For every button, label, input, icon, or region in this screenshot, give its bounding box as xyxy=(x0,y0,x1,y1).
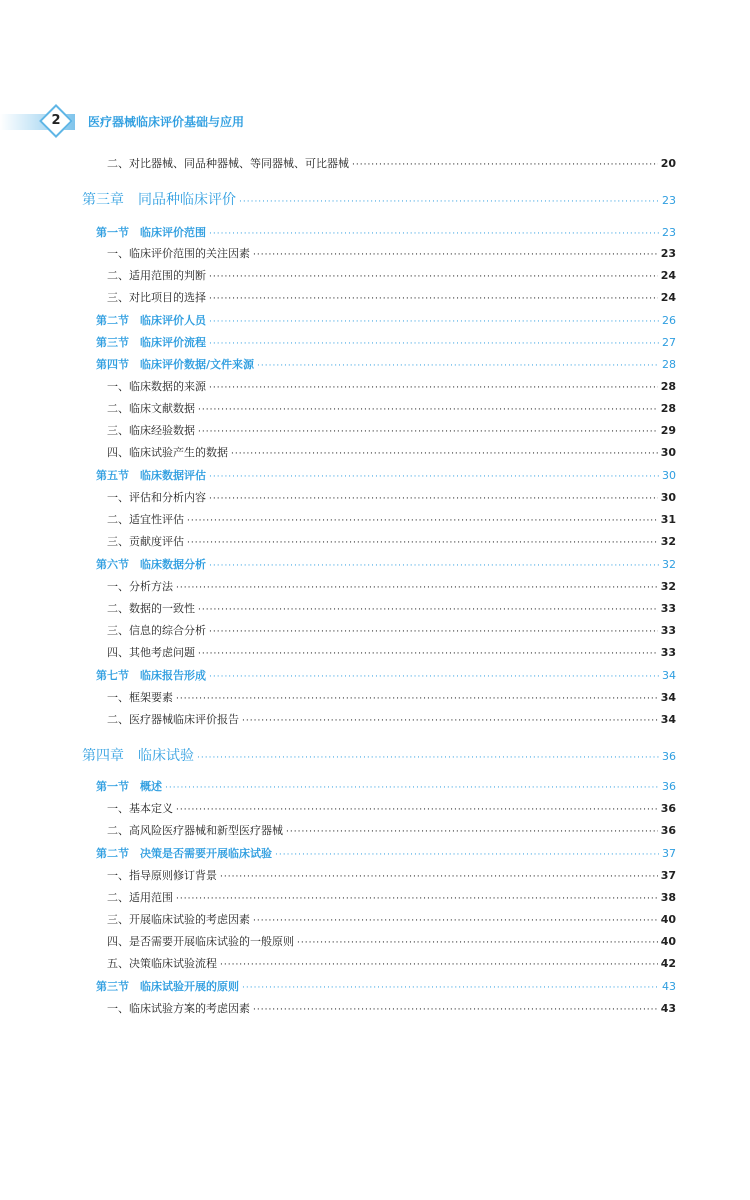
toc-entry-page: 36 xyxy=(660,802,676,815)
toc-entry-title: 四、是否需要开展临床试验的一般原则 xyxy=(107,935,294,948)
toc-entry-page: 42 xyxy=(660,957,676,970)
toc-entry-page: 37 xyxy=(660,869,676,882)
toc-dot-leader xyxy=(220,960,658,970)
toc-entry-page: 31 xyxy=(660,513,676,526)
toc-entry-title: 二、适用范围 xyxy=(107,891,173,904)
toc-entry-title: 第三章 同品种临床评价 xyxy=(82,192,236,208)
toc-dot-leader xyxy=(209,561,659,571)
toc-section-entry[interactable] xyxy=(96,778,676,794)
toc-dot-leader xyxy=(253,250,658,260)
toc-chapter-entry[interactable] xyxy=(82,745,676,765)
toc-entry-title: 第四章 临床试验 xyxy=(82,748,194,764)
toc-entry-title: 二、适用范围的判断 xyxy=(107,269,206,282)
toc-entry-title: 第三节 临床评价流程 xyxy=(96,336,206,349)
toc-item-entry[interactable] xyxy=(107,578,676,594)
toc-entry-title: 三、对比项目的选择 xyxy=(107,291,206,304)
toc-entry-page: 36 xyxy=(662,750,676,763)
page-number: 2 xyxy=(51,113,61,128)
toc-section-entry[interactable] xyxy=(96,334,676,350)
toc-entry-page: 23 xyxy=(662,226,676,239)
toc-item-entry[interactable] xyxy=(107,911,676,927)
toc-entry-title: 四、其他考虑问题 xyxy=(107,646,195,659)
toc-dot-leader xyxy=(253,1005,658,1015)
toc-dot-leader xyxy=(209,494,658,504)
toc-entry-title: 三、开展临床试验的考虑因素 xyxy=(107,913,250,926)
toc-entry-page: 33 xyxy=(660,624,676,637)
toc-dot-leader xyxy=(197,753,659,763)
toc-item-entry[interactable] xyxy=(107,800,676,816)
toc-entry-page: 34 xyxy=(662,669,676,682)
toc-item-entry[interactable] xyxy=(107,689,676,705)
toc-dot-leader xyxy=(198,405,658,415)
toc-entry-page: 40 xyxy=(660,913,676,926)
book-title: 医疗器械临床评价基础与应用 xyxy=(88,115,245,129)
toc-entry-title: 第三节 临床试验开展的原则 xyxy=(96,980,239,993)
toc-entry-page: 28 xyxy=(662,358,676,371)
toc-dot-leader xyxy=(242,716,658,726)
toc-item-entry[interactable] xyxy=(107,267,676,283)
toc-dot-leader xyxy=(187,516,658,526)
toc-dot-leader xyxy=(209,229,659,239)
toc-entry-page: 29 xyxy=(660,424,676,437)
toc-entry-page: 34 xyxy=(660,691,676,704)
toc-entry-page: 36 xyxy=(662,780,676,793)
toc-entry-title: 第二节 决策是否需要开展临床试验 xyxy=(96,847,272,860)
toc-item-entry[interactable] xyxy=(107,600,676,616)
toc-dot-leader xyxy=(198,605,658,615)
toc-item-entry[interactable] xyxy=(107,644,676,660)
toc-dot-leader xyxy=(239,197,659,207)
toc-item-entry[interactable] xyxy=(107,1000,676,1016)
toc-entry-title: 第七节 临床报告形成 xyxy=(96,669,206,682)
toc-dot-leader xyxy=(209,339,659,349)
toc-entry-title: 三、临床经验数据 xyxy=(107,424,195,437)
toc-entry-page: 36 xyxy=(660,824,676,837)
toc-item-entry[interactable] xyxy=(107,955,676,971)
toc-entry-title: 四、临床试验产生的数据 xyxy=(107,446,228,459)
toc-item-entry[interactable] xyxy=(107,400,676,416)
toc-item-entry[interactable] xyxy=(107,822,676,838)
running-header xyxy=(0,108,750,138)
toc-dot-leader xyxy=(187,538,658,548)
toc-dot-leader xyxy=(176,894,658,904)
toc-entry-page: 30 xyxy=(662,469,676,482)
toc-entry-page: 23 xyxy=(662,194,676,207)
toc-entry-title: 一、临床数据的来源 xyxy=(107,380,206,393)
toc-dot-leader xyxy=(352,160,658,170)
toc-entry-title: 第六节 临床数据分析 xyxy=(96,558,206,571)
toc-item-entry[interactable] xyxy=(107,444,676,460)
toc-dot-leader xyxy=(176,805,658,815)
toc-entry-page: 43 xyxy=(660,1002,676,1015)
toc-entry-page: 28 xyxy=(660,402,676,415)
toc-entry-page: 24 xyxy=(660,291,676,304)
toc-entry-page: 26 xyxy=(662,314,676,327)
toc-dot-leader xyxy=(220,872,658,882)
toc-dot-leader xyxy=(231,449,658,459)
toc-dot-leader xyxy=(275,850,659,860)
toc-entry-page: 33 xyxy=(660,646,676,659)
toc-dot-leader xyxy=(297,938,658,948)
toc-section-entry[interactable] xyxy=(96,845,676,861)
toc-entry-page: 32 xyxy=(660,580,676,593)
toc-entry-title: 二、适宜性评估 xyxy=(107,513,184,526)
toc-entry-page: 30 xyxy=(660,446,676,459)
toc-dot-leader xyxy=(209,272,658,282)
toc-entry-page: 33 xyxy=(660,602,676,615)
toc-entry-title: 五、决策临床试验流程 xyxy=(107,957,217,970)
toc-entry-page: 32 xyxy=(662,558,676,571)
toc-item-entry[interactable] xyxy=(107,711,676,727)
toc-entry-page: 34 xyxy=(660,713,676,726)
toc-entry-title: 二、医疗器械临床评价报告 xyxy=(107,713,239,726)
toc-entry-title: 二、数据的一致性 xyxy=(107,602,195,615)
toc-dot-leader xyxy=(209,317,659,327)
toc-section-entry[interactable] xyxy=(96,312,676,328)
toc-item-entry[interactable] xyxy=(107,933,676,949)
toc-dot-leader xyxy=(286,827,658,837)
toc-item-entry[interactable] xyxy=(107,533,676,549)
toc-entry-title: 三、贡献度评估 xyxy=(107,535,184,548)
toc-entry-title: 一、临床试验方案的考虑因素 xyxy=(107,1002,250,1015)
toc-entry-page: 32 xyxy=(660,535,676,548)
toc-section-entry[interactable] xyxy=(96,978,676,994)
toc-entry-page: 23 xyxy=(660,247,676,260)
toc-item-entry[interactable] xyxy=(107,489,676,505)
toc-entry-page: 30 xyxy=(660,491,676,504)
toc-entry-title: 二、高风险医疗器械和新型医疗器械 xyxy=(107,824,283,837)
toc-entry-page: 20 xyxy=(660,157,676,170)
toc-item-entry[interactable] xyxy=(107,245,676,261)
toc-entry-page: 43 xyxy=(662,980,676,993)
toc-entry-page: 24 xyxy=(660,269,676,282)
toc-section-entry[interactable] xyxy=(96,224,676,240)
toc-dot-leader xyxy=(165,783,659,793)
toc-entry-title: 二、临床文献数据 xyxy=(107,402,195,415)
toc-entry-title: 一、评估和分析内容 xyxy=(107,491,206,504)
toc-dot-leader xyxy=(198,427,658,437)
toc-dot-leader xyxy=(176,583,658,593)
toc-dot-leader xyxy=(242,983,659,993)
toc-entry-title: 第五节 临床数据评估 xyxy=(96,469,206,482)
toc-entry-page: 28 xyxy=(660,380,676,393)
toc-entry-title: 一、临床评价范围的关注因素 xyxy=(107,247,250,260)
toc-entry-title: 一、指导原则修订背景 xyxy=(107,869,217,882)
toc-dot-leader xyxy=(253,916,658,926)
toc-entry-page: 40 xyxy=(660,935,676,948)
toc-dot-leader xyxy=(209,472,659,482)
toc-item-entry[interactable] xyxy=(107,378,676,394)
toc-item-entry[interactable] xyxy=(107,289,676,305)
toc-item-entry[interactable] xyxy=(107,622,676,638)
toc-chapter-entry[interactable] xyxy=(82,189,676,209)
toc-entry-title: 第一节 临床评价范围 xyxy=(96,226,206,239)
toc-dot-leader xyxy=(209,383,658,393)
toc-entry-title: 第四节 临床评价数据/文件来源 xyxy=(96,358,255,371)
toc-entry-title: 第一节 概述 xyxy=(96,780,162,793)
toc-section-entry[interactable] xyxy=(96,356,676,372)
toc-item-entry[interactable] xyxy=(107,155,676,171)
toc-dot-leader xyxy=(209,627,658,637)
toc-dot-leader xyxy=(198,649,658,659)
toc-entry-page: 37 xyxy=(662,847,676,860)
toc-item-entry[interactable] xyxy=(107,511,676,527)
toc-dot-leader xyxy=(209,294,658,304)
toc-item-entry[interactable] xyxy=(107,889,676,905)
toc-dot-leader xyxy=(176,694,658,704)
toc-entry-title: 三、信息的综合分析 xyxy=(107,624,206,637)
toc-entry-title: 二、对比器械、同品种器械、等同器械、可比器械 xyxy=(107,157,349,170)
toc-entry-title: 第二节 临床评价人员 xyxy=(96,314,206,327)
toc-section-entry[interactable] xyxy=(96,556,676,572)
toc-item-entry[interactable] xyxy=(107,422,676,438)
toc-dot-leader xyxy=(257,361,659,371)
toc-entry-title: 一、分析方法 xyxy=(107,580,173,593)
toc-entry-page: 27 xyxy=(662,336,676,349)
toc-section-entry[interactable] xyxy=(96,467,676,483)
toc-entry-page: 38 xyxy=(660,891,676,904)
toc-entry-title: 一、基本定义 xyxy=(107,802,173,815)
toc-entry-title: 一、框架要素 xyxy=(107,691,173,704)
toc-section-entry[interactable] xyxy=(96,667,676,683)
toc-dot-leader xyxy=(209,672,659,682)
toc-item-entry[interactable] xyxy=(107,867,676,883)
